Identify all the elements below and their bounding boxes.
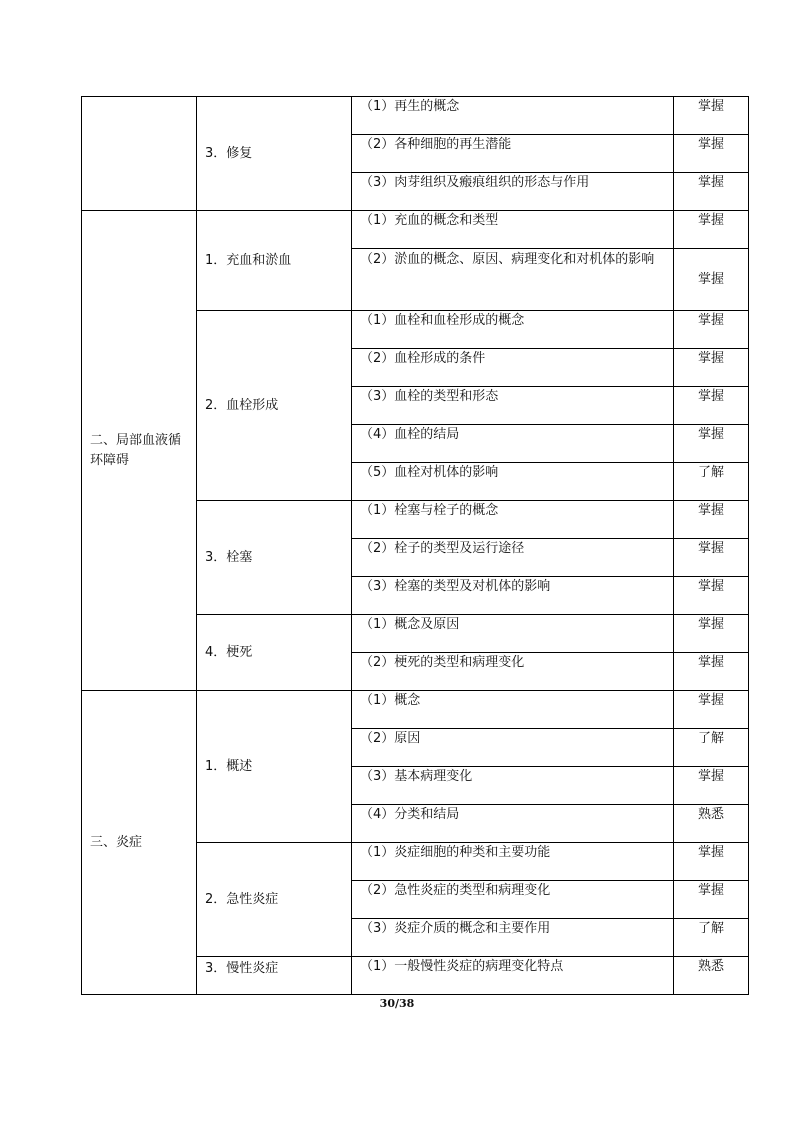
- unit-cell: 二、局部血液循环障碍: [82, 211, 197, 691]
- point-cell: （3）肉芽组织及瘢痕组织的形态与作用: [352, 173, 674, 211]
- point-cell: （1）再生的概念: [352, 97, 674, 135]
- point-cell: （1）概念: [352, 691, 674, 729]
- point-cell: （2）栓子的类型及运行途径: [352, 539, 674, 577]
- point-cell: （2）急性炎症的类型和病理变化: [352, 881, 674, 919]
- point-cell: （1）栓塞与栓子的概念: [352, 501, 674, 539]
- topic-cell: 2．血栓形成: [197, 311, 352, 501]
- syllabus-table: [81, 96, 749, 995]
- level-cell: 掌握: [674, 311, 749, 349]
- topic-cell: 3．栓塞: [197, 501, 352, 615]
- level-cell: 熟悉: [674, 805, 749, 843]
- topic-cell: 2．急性炎症: [197, 843, 352, 957]
- level-cell: 掌握: [674, 843, 749, 881]
- topic-cell: 1．充血和淤血: [197, 211, 352, 311]
- topic-cell: 1．概述: [197, 691, 352, 843]
- point-cell: （2）淤血的概念、原因、病理变化和对机体的影响: [352, 249, 674, 311]
- level-cell: 掌握: [674, 135, 749, 173]
- point-cell: （2）原因: [352, 729, 674, 767]
- level-cell: 掌握: [674, 577, 749, 615]
- level-cell: 掌握: [674, 881, 749, 919]
- point-cell: （2）梗死的类型和病理变化: [352, 653, 674, 691]
- level-cell: 了解: [674, 729, 749, 767]
- level-cell: 掌握: [674, 211, 749, 249]
- point-cell: （1）炎症细胞的种类和主要功能: [352, 843, 674, 881]
- unit-cell: 三、炎症: [82, 691, 197, 995]
- point-cell: （2）各种细胞的再生潜能: [352, 135, 674, 173]
- point-cell: （5）血栓对机体的影响: [352, 463, 674, 501]
- level-cell: 掌握: [674, 767, 749, 805]
- level-cell: 掌握: [674, 691, 749, 729]
- topic-cell: 3．慢性炎症: [197, 957, 352, 995]
- level-cell: 掌握: [674, 173, 749, 211]
- point-cell: （2）血栓形成的条件: [352, 349, 674, 387]
- table-row: [82, 691, 749, 729]
- point-cell: （3）栓塞的类型及对机体的影响: [352, 577, 674, 615]
- point-cell: （3）炎症介质的概念和主要作用: [352, 919, 674, 957]
- point-cell: （4）血栓的结局: [352, 425, 674, 463]
- point-cell: （1）充血的概念和类型: [352, 211, 674, 249]
- topic-cell: 3．修复: [197, 97, 352, 211]
- level-cell: 掌握: [674, 349, 749, 387]
- page-number: 30/38: [379, 997, 415, 1010]
- syllabus-body: [82, 97, 749, 995]
- table-row: [82, 97, 749, 135]
- point-cell: （3）血栓的类型和形态: [352, 387, 674, 425]
- level-cell: 掌握: [674, 653, 749, 691]
- level-cell: 掌握: [674, 97, 749, 135]
- level-cell: 熟悉: [674, 957, 749, 995]
- level-cell: 掌握: [674, 425, 749, 463]
- level-cell: 掌握: [674, 387, 749, 425]
- level-cell: 掌握: [674, 501, 749, 539]
- level-cell: 掌握: [674, 539, 749, 577]
- point-cell: （1）概念及原因: [352, 615, 674, 653]
- level-cell: 了解: [674, 919, 749, 957]
- level-cell: 掌握: [674, 249, 749, 311]
- unit-cell: [82, 97, 197, 211]
- level-cell: 了解: [674, 463, 749, 501]
- point-cell: （1）一般慢性炎症的病理变化特点: [352, 957, 674, 995]
- table-row: [82, 211, 749, 249]
- point-cell: （1）血栓和血栓形成的概念: [352, 311, 674, 349]
- point-cell: （4）分类和结局: [352, 805, 674, 843]
- level-cell: 掌握: [674, 615, 749, 653]
- topic-cell: 4．梗死: [197, 615, 352, 691]
- point-cell: （3）基本病理变化: [352, 767, 674, 805]
